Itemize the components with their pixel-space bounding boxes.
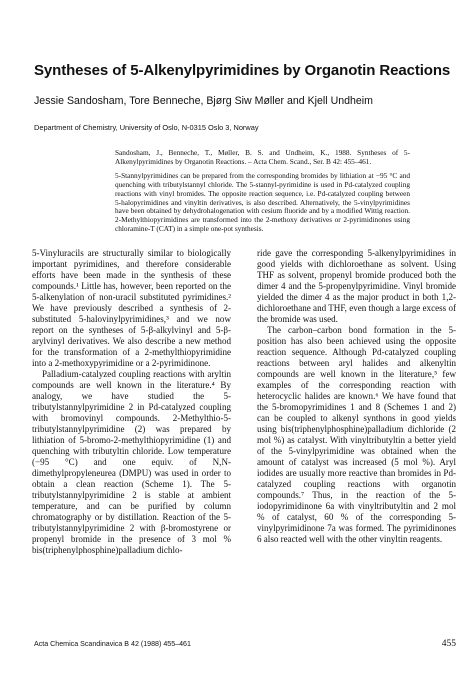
author-list: Jessie Sandosham, Tore Benneche, Bjørg Siw Møller and Kjell Undheim	[34, 95, 373, 107]
abstract-block	[115, 149, 410, 233]
affiliation: Department of Chemistry, University of Oslo, N-0315 Oslo 3, Norway	[34, 123, 259, 132]
body-paragraph: ride gave the corresponding 5-alkenylpyrimidines in good yields with dichloroethane as solvent. Using THF as solvent, propenyl bromide produced both the dimer 4 and the 5-propenylpyrimidine. Vinyl bromide yielded the dimer 4 as the major product in both 1,2-dichloroethane and THF, even though a large excess of the bromide was used.	[257, 248, 456, 324]
body-paragraph: 5-Vinyluracils are structurally similar to biologically important pyrimidines, and therefore considerable efforts have been made in the synthesis of these compounds.¹ Little has, however, been reported on the 5-alkenylation of non-uracil substituted pyrimidines.² We have previously described a synthesis of 2-substituted 5-halovinylpyrimidines,³ and we now report on the syntheses of 5-β-alkylvinyl and 5-β-arylvinyl derivatives. We also describe a new method for the transformation of a 2-methylthiopyrimidine into a 2-methoxypyrimidine or a 2-pyrimidinone.	[32, 248, 231, 368]
abstract-text: 5-Stannylpyrimidines can be prepared from the corresponding bromides by lithiation at −95 °C and quenching with tributylstannyl chloride. The 5-stannyl-pyrimidine is used in Pd-catalyzed coupling reactions with vinyl bromides. The opposite reaction sequence, i.e. Pd-catalyzed coupling between 5-halopyrimidines and vinyltin derivatives, is also described. Alternatively, the 5-vinylpyrimidines have been obtained by dehydrohalogenation with cesium fluoride and by a modified Wittig reaction. 2-Methylthiopyrimidines are transformed into the 2-methoxy derivatives or 2-pyrimidinones using chloramine-T (CAT) in a simple one-pot synthesis.	[115, 171, 410, 233]
citation: Sandosham, J., Benneche, T., Møller, B. S. and Undheim, K., 1988. Syntheses of 5-Alkenylpyrimidines by Organotin Reactions. – Acta Chem. Scand., Ser. B 42: 455–461.	[115, 148, 410, 166]
body-paragraph: The carbon–carbon bond formation in the 5-position has also been achieved using the opposite reaction sequence. Although Pd-catalyzed coupling reactions between aryl halides and alkenyltin compounds are well known in the literature,⁵ few examples of the corresponding reaction with heterocyclic halides are known.⁶ We have found that the 5-bromopyrimidines 1 and 8 (Schemes 1 and 2) can be coupled to alkenyl synthons in good yields using bis(triphenylphosphine)palladium dichloride (2 mol %) as catalyst. With vinyltributyltin a better yield of the 5-vinylpyrimidine was obtained when the amount of catalyst was increased (5 mol %). Aryl iodides are usually more reactive than bromides in Pd-catalyzed coupling reactions with organotin compounds.⁷ Thus, in the reaction of the 5-iodopyrimidinone 6a with vinyltributyltin and 2 mol % of catalyst, 60 % of the corresponding 5-vinylpyrimidinone 7a was formed. The pyrimidinones 6 also reacted well with the other vinyltin reagents.	[257, 325, 456, 544]
paper-title: Syntheses of 5-Alkenylpyrimidines by Organotin Reactions	[34, 62, 451, 79]
body-column-left	[32, 248, 231, 556]
body-paragraph: Palladium-catalyzed coupling reactions with aryltin compounds are well known in the literature.⁴ By analogy, we have studied the 5-tributylstannylpyrimidine 2 in Pd-catalyzed coupling with bromovinyl compounds. 2-Methylthio-5-tributylstannylpyrimidine (2) was prepared by lithiation of 5-bromo-2-methylthiopyrimidine (1) and quenching with tributyltin chloride. Low temperature (−95 °C) and one equiv. of N,N-dimethylpropyleneurea (DMPU) was used in order to obtain a clean reaction (Scheme 1). The 5-tributylstannylpyrimidine 2 is stable at ambient temperature, and can be purified by column chromatography or by distillation. Reaction of the 5-tributylstannylpyrimidine 2 with β-bromostyrene or propenyl bromide in the presence of 3 mol % bis(triphenylphosphine)palladium dichlo-	[32, 369, 231, 555]
page-number: 455	[441, 639, 456, 649]
journal-footer: Acta Chemica Scandinavica B 42 (1988) 455–461	[34, 640, 191, 648]
body-column-right	[257, 248, 456, 545]
